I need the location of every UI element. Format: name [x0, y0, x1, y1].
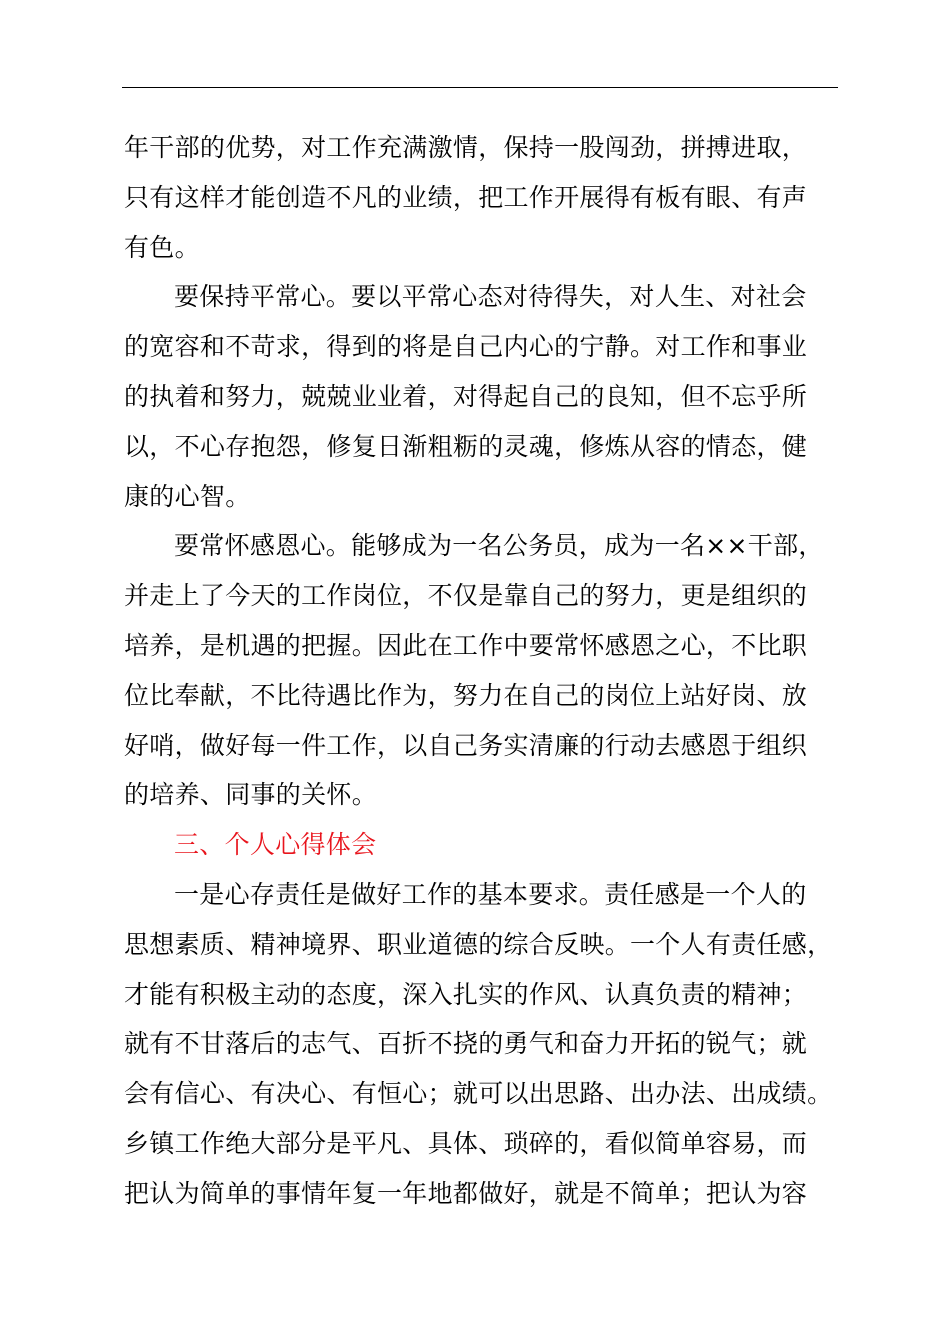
text-line: 好哨，做好每一件工作，以自己务实清廉的行动去感恩于组织 — [124, 731, 808, 760]
text-line: 的培养、同事的关怀。 — [124, 780, 378, 809]
text-line: 培养，是机遇的把握。因此在工作中要常怀感恩之心，不比职 — [124, 631, 808, 660]
text-line: 位比奉献，不比待遇比作为，努力在自己的岗位上站好岗、放 — [124, 681, 808, 710]
text-line: 乡镇工作绝大部分是平凡、具体、琐碎的，看似简单容易，而 — [124, 1129, 808, 1158]
text-line: 就有不甘落后的志气、百折不挠的勇气和奋力开拓的锐气；就 — [124, 1029, 808, 1058]
text-line: 康的心智。 — [124, 482, 251, 511]
text-line: 思想素质、精神境界、职业道德的综合反映。一个人有责任感， — [124, 930, 833, 959]
text-line: 一是心存责任是做好工作的基本要求。责任感是一个人的 — [174, 880, 807, 909]
text-line: 把认为简单的事情年复一年地都做好，就是不简单；把认为容 — [124, 1179, 808, 1208]
section-heading: 三、个人心得体会 — [174, 830, 377, 859]
text-line: 会有信心、有决心、有恒心；就可以出思路、出办法、出成绩。 — [124, 1079, 833, 1108]
text-line: 才能有积极主动的态度，深入扎实的作风、认真负责的精神； — [124, 980, 808, 1009]
text-line: 要保持平常心。要以平常心态对待得失，对人生、对社会 — [174, 282, 807, 311]
text-line: 有色。 — [124, 233, 200, 262]
text-line: 以，不心存抱怨，修复日渐粗粝的灵魂，修炼从容的情态，健 — [124, 432, 808, 461]
text-line: 要常怀感恩心。能够成为一名公务员，成为一名××干部， — [174, 531, 824, 560]
text-line: 并走上了今天的工作岗位，不仅是靠自己的努力，更是组织的 — [124, 581, 808, 610]
text-line: 年干部的优势，对工作充满激情，保持一股闯劲，拼搏进取， — [124, 133, 808, 162]
text-line: 的宽容和不苛求，得到的将是自己内心的宁静。对工作和事业 — [124, 332, 808, 361]
text-line: 的执着和努力，兢兢业业着，对得起自己的良知，但不忘乎所 — [124, 382, 808, 411]
text-line: 只有这样才能创造不凡的业绩，把工作开展得有板有眼、有声 — [124, 183, 808, 212]
